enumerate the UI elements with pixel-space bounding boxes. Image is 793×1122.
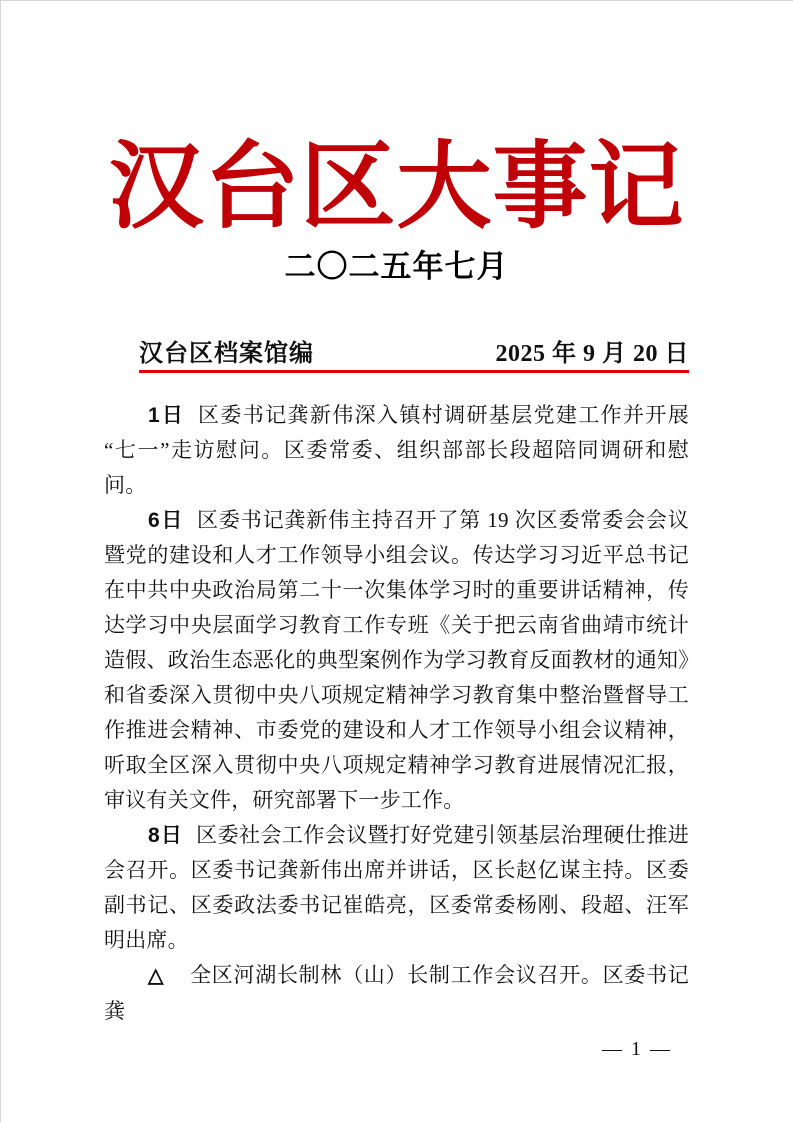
entry-paragraph	[104, 398, 689, 503]
issue-date: 2025 年 9 月 20 日	[495, 341, 689, 367]
page-number: — 1 —	[602, 1038, 672, 1060]
entries-section	[104, 398, 689, 1029]
triangle-marker-icon: △	[148, 965, 165, 987]
page-title: 汉台区大事记	[108, 134, 685, 240]
entry-text: 区委社会工作会议暨打好党建引领基层治理硬仕推进会召开。区委书记龚新伟出席并讲话，区长赵亿谋主持。区委副书记、区委政法委书记崔皓亮，区委常委杨刚、段超、汪军明出席。	[104, 823, 689, 952]
meta-line	[139, 341, 689, 373]
entry-text: 区委书记龚新伟主持召开了第 19 次区委常委会会议暨党的建设和人才工作领导小组会议。传达学习习近平总书记在中共中央政治局第二十一次集体学习时的重要讲话精神，传达学习中央层面学习教育工作专班《关于把云南省曲靖市统计造假、政治生态恶化的典型案例作为学习教育反面教材的通知》和省委深入贯彻中央八项规定精神学习教育集中整治暨督导工作推进会精神、市委党的建设和人才工作领导小组会议精神，听取全区深入贯彻中央八项规定精神学习教育进展情况汇报，审议有关文件，研究部署下一步工作。	[104, 508, 689, 812]
document-content	[104, 1, 689, 1029]
entry-text: 区委书记龚新伟深入镇村调研基层党建工作并开展“七一”走访慰问。区委常委、组织部部长段超陪同调研和慰问。	[104, 403, 689, 497]
compiler-credit: 汉台区档案馆编	[139, 341, 314, 367]
entry-text: 全区河湖长制林（山）长制工作会议召开。区委书记龚	[104, 963, 689, 1023]
entry-day-label: 6日	[148, 509, 184, 532]
entry-paragraph	[104, 818, 689, 958]
entry-paragraph	[104, 503, 689, 818]
entry-day-label: 8日	[148, 824, 184, 847]
entry-paragraph	[104, 958, 689, 1029]
page-subtitle: 二〇二五年七月	[284, 249, 509, 284]
entry-day-label: 1日	[148, 404, 186, 427]
